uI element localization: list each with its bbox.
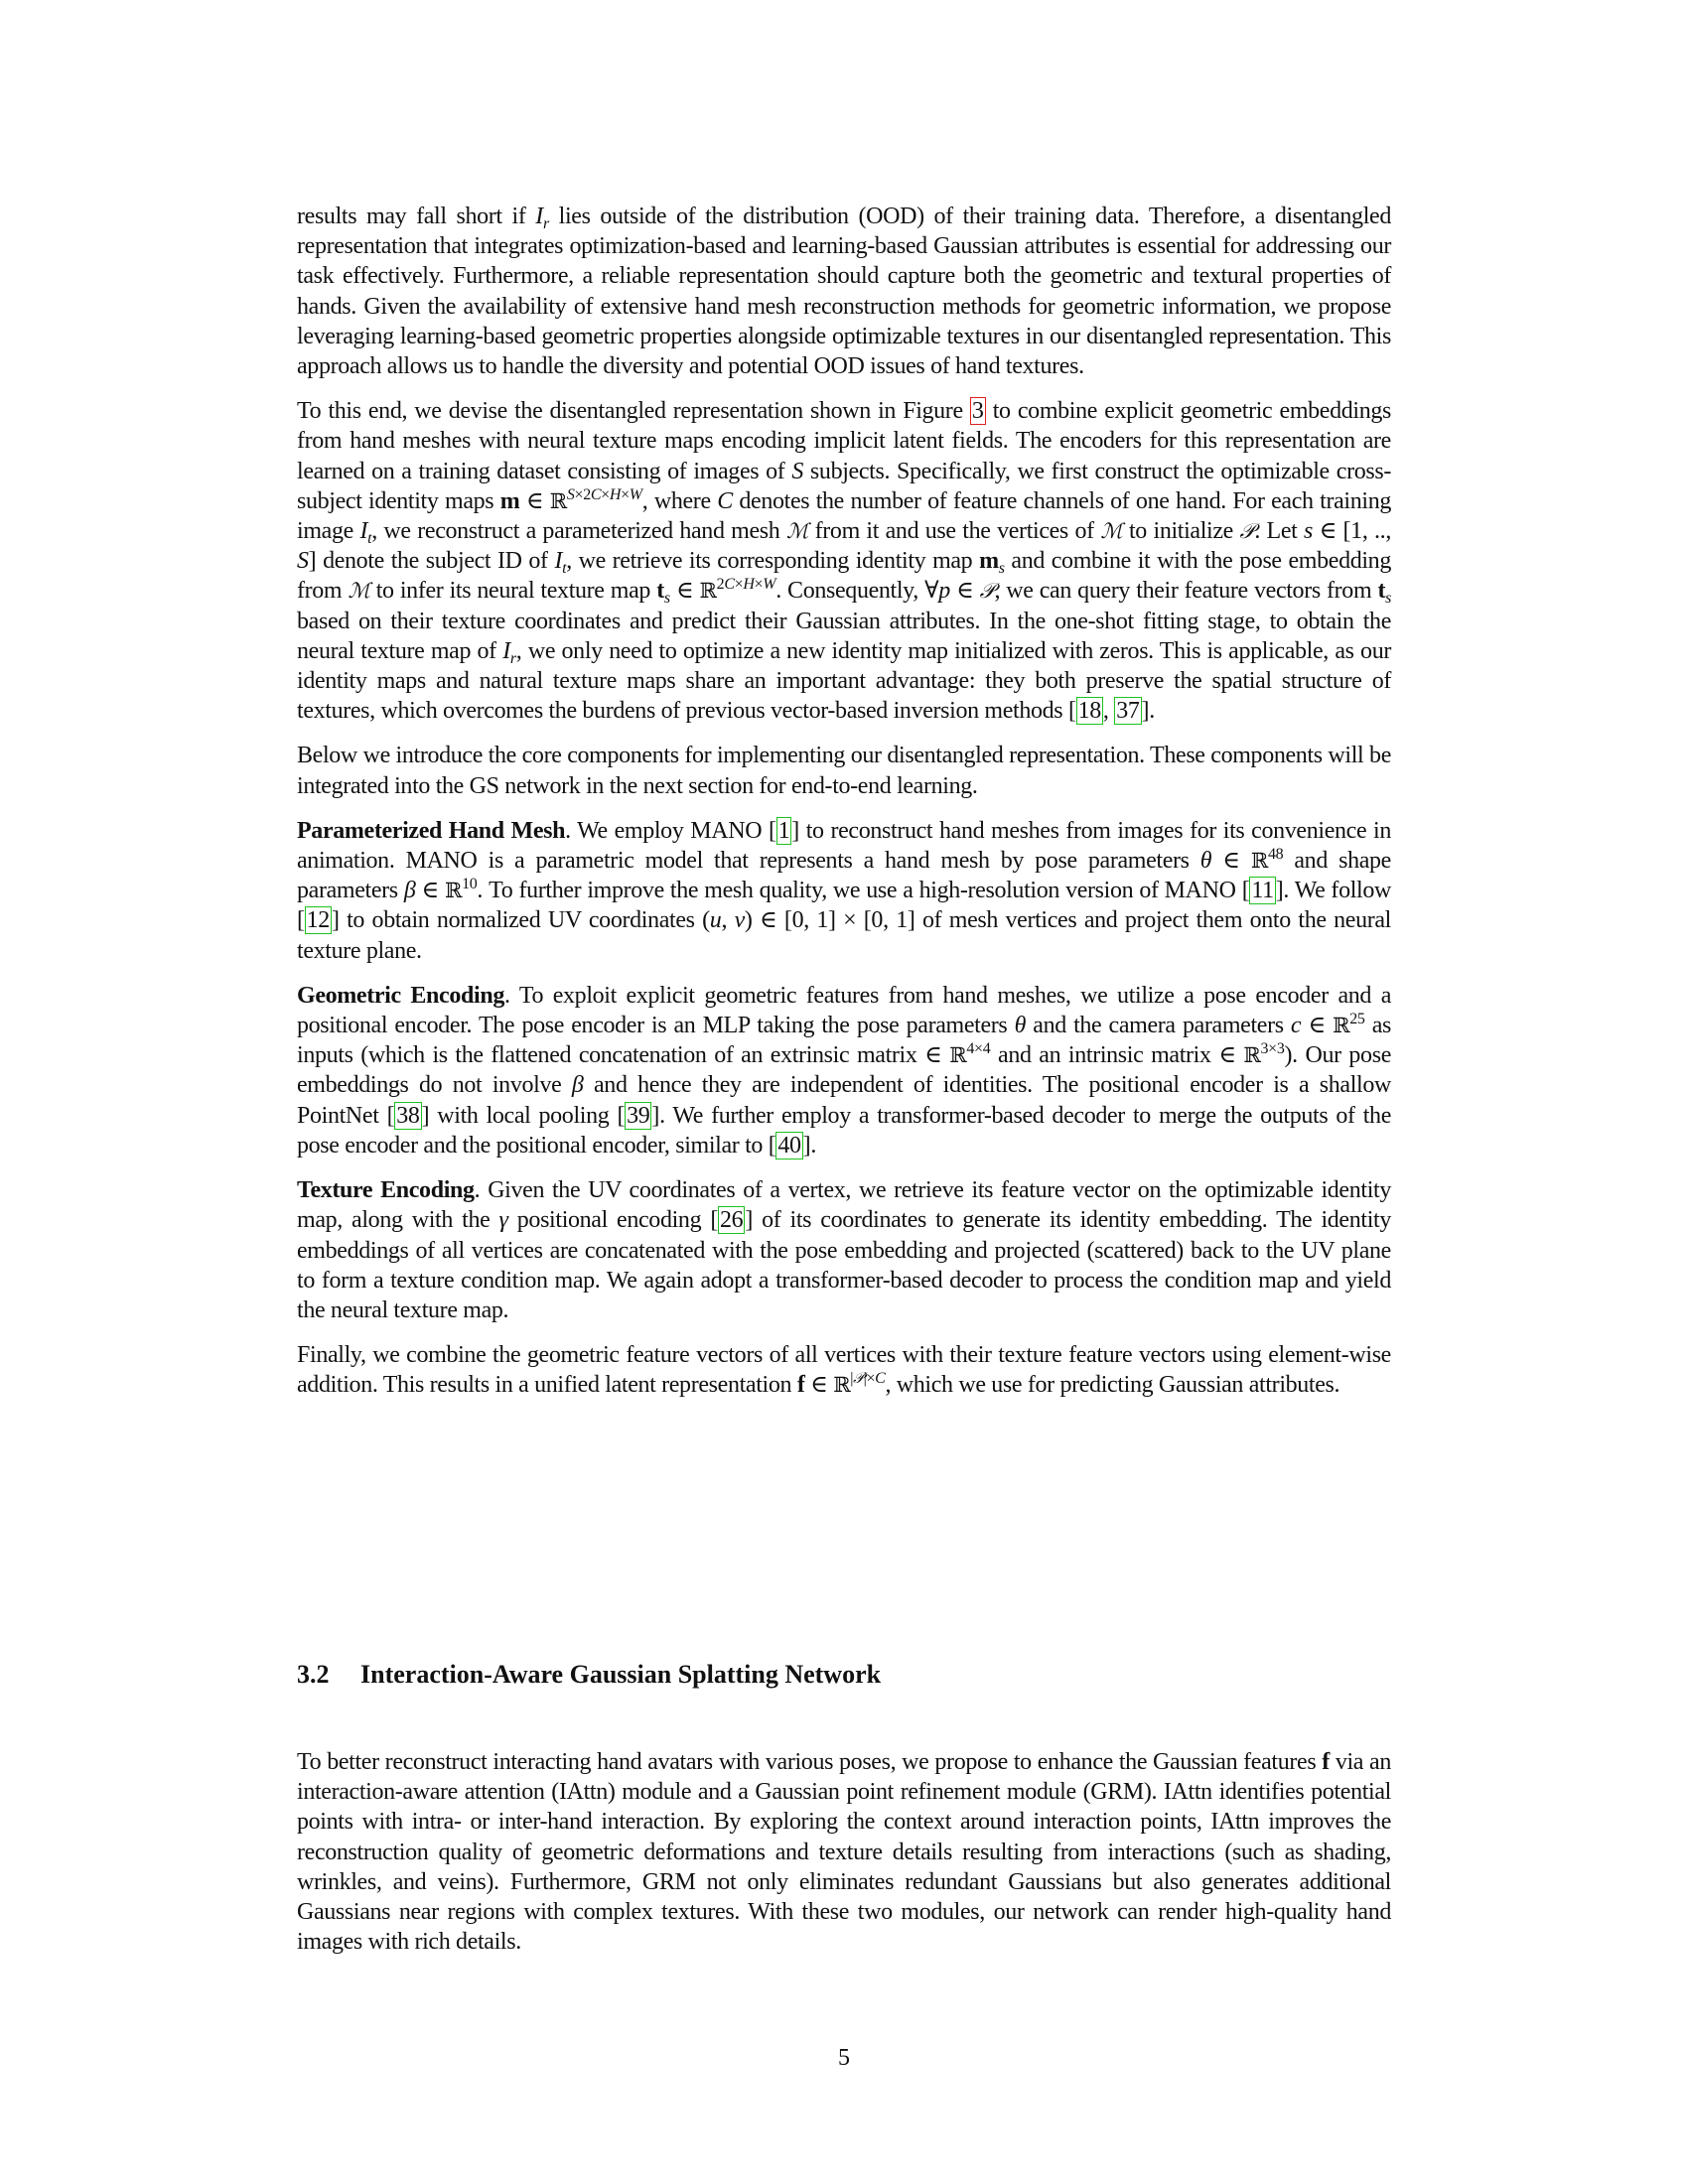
text-run: denotes the number of feature channels of one hand. For each training image <box>297 487 1391 545</box>
citation-link[interactable]: 1 <box>777 817 790 844</box>
text-run: as inputs (which is the flattened concatenation of an extrinsic matrix <box>297 1013 1392 1069</box>
text-run: to initialize <box>1122 518 1240 545</box>
run-in-heading: Parameterized Hand Mesh <box>297 817 566 844</box>
figure-reference[interactable]: 3 <box>971 398 984 425</box>
text-run: . Given the UV coordinates of a vertex, we retrieve its feature vector on the optimizable identity map, along with the <box>297 1177 1391 1234</box>
text-run: and an intrinsic matrix <box>990 1042 1219 1069</box>
paragraph-geometric-encoding: Geometric Encoding. To exploit explicit geometric features from hand meshes, we utilize a pose encoder and a positional encoder. The pose encoder is an MLP taking the pose parameters θ and the camera parameters c ∈ ℝ$^{25}$ as inputs (which is the flattened concatenation of an extrinsic matrix ∈ ℝ$^{4\times 4}$ and an intrinsic matrix ∈ ℝ$^{3\times 3}$). Our pose embeddings do not involve β and hence they are independent of identities. The positional encoder is a shallow PointNet [38] with local pooling [39]. We further employ a transformer-based decoder to merge the outputs of the pose encoder and the positional encoder, similar to [40]. <box>297 982 1392 1159</box>
text-run: to reconstruct hand meshes from images for its convenience in animation. MANO is a parametric model that represents a hand mesh by pose parameters <box>297 817 1392 875</box>
citation-link[interactable]: 18 <box>1077 698 1101 725</box>
citation-link[interactable]: 12 <box>306 907 330 934</box>
paragraph-intro-components: Below we introduce the core components for implementing our disentangled representation. These components will be integrated into the GS network in the next section for end-to-end learning. <box>297 743 1391 799</box>
section-heading <box>297 1660 881 1690</box>
text-run: to infer its neural texture map <box>369 578 657 605</box>
citation-link[interactable]: 11 <box>1251 878 1274 904</box>
text-run: of mesh vertices and project them onto the neural texture plane. <box>297 907 1391 964</box>
text-run: , we retrieve its corresponding identity map <box>566 548 980 575</box>
text-run: , we only need to optimize a new identity map initialized with zeros. This is applicable, as our identity maps and natural texture maps share an important advantage: they both preserve the spatial structure of textures, which overcomes the burdens of previous vector-based inversion methods <box>297 637 1391 725</box>
main-column <box>297 202 1391 1416</box>
run-in-heading: Texture Encoding <box>297 1177 475 1204</box>
text-run: to combine explicit geometric embeddings from hand meshes with neural texture maps encoding implicit latent fields. The encoders for this representation are learned on a training dataset consisting of images of <box>297 398 1391 484</box>
text-run: via an interaction-aware attention (IAttn) module and a Gaussian point refinement module (GRM). IAttn identifies potential points with intra- or inter-hand interaction. By exploring the context around interaction points, IAttn improves the reconstruction quality of geometric deformations and texture details resulting from interactions (such as shading, wrinkles, and veins). Furthermore, GRM not only eliminates redundant Gaussians but also generates additional Gaussians near regions with complex textures. With these two modules, our network can render high-quality hand images with rich details. <box>297 1749 1391 1956</box>
citation-link[interactable]: 40 <box>777 1132 801 1159</box>
text-run: . To further improve the mesh quality, we use a high-resolution version of MANO <box>477 878 1242 904</box>
text-run: positional encoding <box>507 1207 711 1234</box>
text-run: denote the subject ID of <box>316 548 555 575</box>
text-run: ). Our pose embeddings do not involve <box>297 1042 1391 1099</box>
page-number: 5 <box>838 2045 850 2071</box>
text-run: . Let <box>1254 518 1305 545</box>
run-in-heading: Geometric Encoding <box>297 982 504 1009</box>
section-title: Interaction-Aware Gaussian Splatting Network <box>360 1660 882 1689</box>
text-run: . We further employ a transformer-based decoder to merge the outputs of the pose encoder and the positional encoder, similar to <box>297 1102 1392 1159</box>
text-run: , we reconstruct a parameterized hand mesh <box>371 518 786 545</box>
text-run: and hence they are independent of identities. The positional encoder is a shallow PointNet <box>297 1072 1391 1129</box>
text-run: . Consequently, <box>775 578 925 605</box>
text-run: , we can query their feature vectors from <box>994 578 1378 605</box>
text-run: . We employ MANO <box>565 817 769 844</box>
citation-link[interactable]: 37 <box>1116 698 1140 725</box>
text-run: from it and use the vertices of <box>808 518 1101 545</box>
paragraph-iattn-grm: To better reconstruct interacting hand avatars with various poses, we propose to enhance the Gaussian features f via an interaction-aware attention (IAttn) module and a Gaussian point refinement module (GRM). IAttn identifies potential points with intra- or inter-hand interaction. By exploring the context around interaction points, IAttn improves the reconstruction quality of geometric deformations and texture details resulting from interactions (such as shading, wrinkles, and veins). Furthermore, GRM not only eliminates redundant Gaussians but also generates additional Gaussians near regions with complex textures. With these two modules, our network can render high-quality hand images with rich details. <box>297 1749 1391 1956</box>
citation-link[interactable]: 26 <box>720 1207 744 1234</box>
text-run: , where <box>641 487 718 514</box>
text-run: subjects. Specifically, we first construct the optimizable cross-subject identity maps <box>297 458 1391 514</box>
text-run: and combine it with the pose embedding from <box>297 548 1391 605</box>
text-run: with local pooling <box>429 1102 618 1129</box>
text-run: and the camera parameters <box>1026 1013 1291 1039</box>
paragraph-disentangled: To this end, we devise the disentangled representation shown in Figure 3 to combine explicit geometric embeddings from hand meshes with neural texture maps encoding implicit latent fields. The encoders for this representation are learned on a training dataset consisting of images of S subjects. Specifically, we first construct the optimizable cross-subject identity maps m ∈ ℝ$^{S\times 2C\times H\times W}$, where C denotes the number of feature channels of one hand. For each training image $I_t$, we reconstruct a parameterized hand mesh ℳ from it and use the vertices of ℳ to initialize 𝒫. Let s ∈ [1, .., S] denote the subject ID of $I_t$, we retrieve its corresponding identity map $m_s$ and combine it with the pose embedding from ℳ to infer its neural texture map $t_s$ ∈ ℝ$^{2C\times H\times W}$. Consequently, ∀p ∈ 𝒫, we can query their feature vectors from $t_s$ based on their texture coordinates and predict their Gaussian attributes. In the one-shot fitting stage, to obtain the neural texture map of $I_r$, we only need to optimize a new identity map initialized with zeros. This is applicable, as our identity maps and natural texture maps share an important advantage: they both preserve the spatial structure of textures, which overcomes the burdens of previous vector-based inversion methods [18, 37]. <box>297 398 1391 725</box>
text-run: . To exploit explicit geometric features from hand meshes, we utilize a pose encoder and a positional encoder. The pose encoder is an MLP taking the pose parameters <box>297 982 1391 1039</box>
text-run: based on their texture coordinates and predict their Gaussian attributes. In the one-shot fitting stage, to obtain the neural texture map of <box>297 608 1391 664</box>
text-run: To better reconstruct interacting hand avatars with various poses, we propose to enhance the Gaussian features <box>297 1749 1323 1775</box>
paragraph-ood: results may fall short if $I_r$ lies outside of the distribution (OOD) of their training data. Therefore, a disentangled representation that integrates optimization-based and learning-based Gaussian attributes is essential for addressing our task effectively. Furthermore, a reliable representation should capture both the geometric and textural properties of hands. Given the availability of extensive hand mesh reconstruction methods for geometric information, we propose leveraging learning-based geometric properties alongside optimizable textures in our disentangled representation. This approach allows us to handle the diversity and potential OOD issues of hand textures. <box>297 204 1391 380</box>
paragraph-hand-mesh: Parameterized Hand Mesh. We employ MANO [1] to reconstruct hand meshes from images for its convenience in animation. MANO is a parametric model that represents a hand mesh by pose parameters θ ∈ ℝ$^{48}$ and shape parameters β ∈ ℝ$^{10}$. To further improve the mesh quality, we use a high-resolution version of MANO [11]. We follow [12] to obtain normalized UV coordinates (u, v) ∈ [0, 1] × [0, 1] of mesh vertices and project them onto the neural texture plane. <box>297 817 1392 964</box>
section-number: 3.2 <box>297 1660 330 1689</box>
text-run: to obtain normalized UV coordinates <box>339 907 703 934</box>
section-body <box>297 1747 1391 1972</box>
paragraph-texture-encoding: Texture Encoding. Given the UV coordinates of a vertex, we retrieve its feature vector on the optimizable identity map, along with the γ positional encoding [26] of its coordinates to generate its identity embedding. The identity embeddings of all vertices are concatenated with the pose embedding and projected (scattered) back to the UV plane to form a texture condition map. We again adopt a transformer-based decoder to process the condition map and yield the neural texture map. <box>297 1177 1391 1323</box>
text-run: To this end, we devise the disentangled representation shown in Figure <box>297 398 970 425</box>
citation-link[interactable]: 38 <box>396 1102 420 1129</box>
text-run: and shape parameters <box>297 848 1391 904</box>
text-run: of its coordinates to generate its identity embedding. The identity embeddings of all vertices are concatenated with the pose embedding and projected (scattered) back to the UV plane to form a texture condition map. We again adopt a transformer-based decoder to process the condition map and yield the neural texture map. <box>297 1207 1391 1323</box>
citation-link[interactable]: 39 <box>627 1102 650 1129</box>
paragraph-unified-latent: Finally, we combine the geometric feature vectors of all vertices with their texture feature vectors using element-wise addition. This results in a unified latent representation f ∈ ℝ$^{|𝒫|\times C}$, which we use for predicting Gaussian attributes. <box>297 1342 1391 1399</box>
text-run: Finally, we combine the geometric feature vectors of all vertices with their texture feature vectors using element-wise addition. This results in a unified latent representation <box>297 1342 1391 1399</box>
text-run: . We follow <box>1283 878 1391 904</box>
text-run: , which we use for predicting Gaussian attributes. <box>885 1372 1340 1399</box>
